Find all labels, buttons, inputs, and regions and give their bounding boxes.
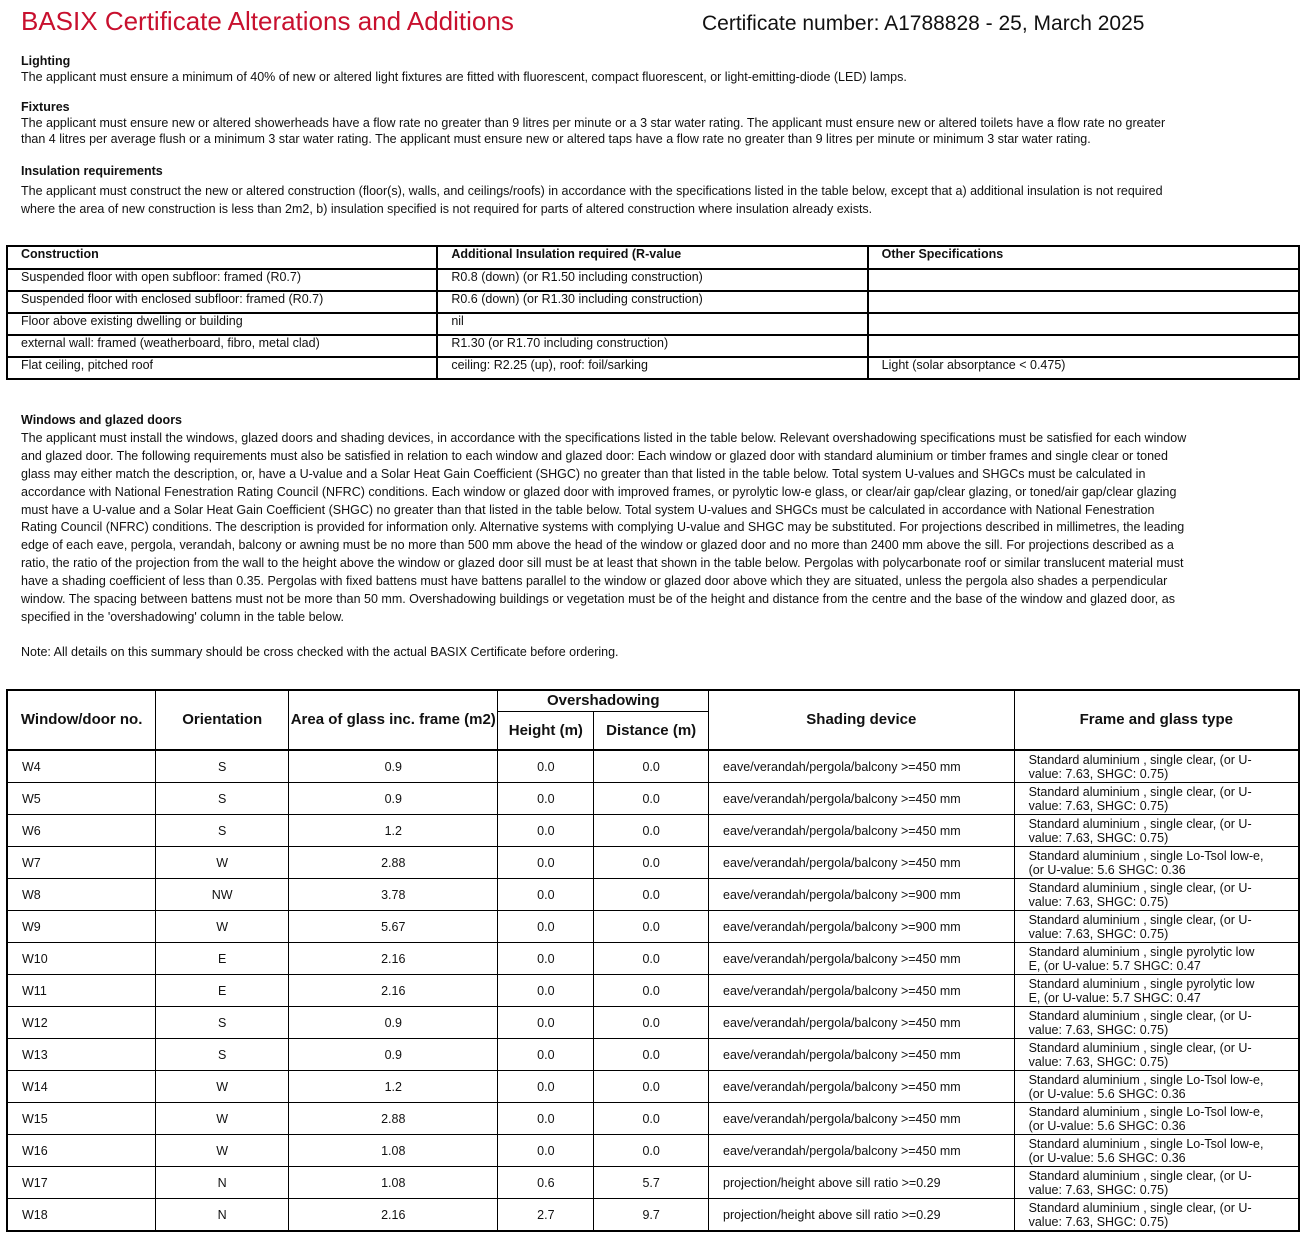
cell-distance: 0.0	[594, 911, 709, 943]
column-header-distance: Distance (m)	[594, 712, 709, 751]
text-line: window. The spacing between battens must not be more than 50 mm. Overshadowing buildings or vegetation must be of the height and distance from the centre and the base of the window and glazed door, as	[21, 592, 1175, 607]
frame-glass-line: Standard aluminium , single pyrolytic low	[1028, 976, 1255, 991]
column-header-construction: Construction	[7, 246, 437, 269]
frame-glass-line: (or U-value: 5.6 SHGC: 0.36	[1028, 1118, 1186, 1133]
cell-shading: projection/height above sill ratio >=0.29	[709, 1167, 1015, 1199]
cell-orientation: W	[156, 1135, 289, 1167]
cell-distance: 0.0	[594, 815, 709, 847]
cell-window-no: W10	[7, 943, 156, 975]
cell-area: 1.08	[289, 1135, 498, 1167]
table-row	[7, 1071, 1299, 1103]
insulation-table	[6, 245, 1300, 380]
cell-frame-glass	[1014, 1103, 1299, 1135]
cell-frame-glass	[1014, 879, 1299, 911]
cell-height: 0.0	[498, 1039, 594, 1071]
table-row	[7, 1135, 1299, 1167]
frame-glass-line: Standard aluminium , single pyrolytic low	[1028, 944, 1255, 959]
text-line: must have a U-value and a Solar Heat Gain Coefficient (SHGC) no greater than that listed in the table below. Total system U-values and SHGCs must be calculated in accordance with National Fenestration	[21, 502, 1155, 517]
frame-glass-line: Standard aluminium , single clear, (or U-	[1028, 1168, 1252, 1183]
frame-glass-line: value: 7.63, SHGC: 0.75)	[1028, 1182, 1169, 1197]
frame-glass-line: Standard aluminium , single Lo-Tsol low-e,	[1028, 1072, 1264, 1087]
cell-shading: eave/verandah/pergola/balcony >=450 mm	[709, 847, 1015, 879]
cell-area: 0.9	[289, 750, 498, 783]
cell-area: 1.2	[289, 1071, 498, 1103]
frame-glass-line: E, (or U-value: 5.7 SHGC: 0.47	[1028, 990, 1201, 1005]
frame-glass-line: Standard aluminium , single clear, (or U-	[1028, 784, 1252, 799]
frame-glass-line: Standard aluminium , single Lo-Tsol low-e,	[1028, 1136, 1264, 1151]
cell-other	[868, 269, 1299, 291]
table-row	[7, 847, 1299, 879]
cell-orientation: S	[156, 815, 289, 847]
cell-orientation: N	[156, 1199, 289, 1232]
cell-area: 2.88	[289, 847, 498, 879]
fixtures-text	[21, 115, 1165, 147]
table-row	[7, 1103, 1299, 1135]
table-row	[7, 911, 1299, 943]
cell-frame-glass	[1014, 911, 1299, 943]
cell-height: 0.0	[498, 815, 594, 847]
frame-glass-line: Standard aluminium , single clear, (or U-	[1028, 1008, 1252, 1023]
cell-construction: Flat ceiling, pitched roof	[7, 357, 437, 379]
cell-frame-glass	[1014, 847, 1299, 879]
table-row	[7, 975, 1299, 1007]
windows-text	[21, 430, 1186, 627]
frame-glass-line: (or U-value: 5.6 SHGC: 0.36	[1028, 1150, 1186, 1165]
table-row	[7, 335, 1299, 357]
cell-shading: eave/verandah/pergola/balcony >=450 mm	[709, 783, 1015, 815]
cell-shading: eave/verandah/pergola/balcony >=450 mm	[709, 975, 1015, 1007]
cell-window-no: W15	[7, 1103, 156, 1135]
column-header-other-specifications: Other Specifications	[868, 246, 1299, 269]
cell-frame-glass	[1014, 783, 1299, 815]
frame-glass-line: value: 7.63, SHGC: 0.75)	[1028, 766, 1169, 781]
frame-glass-line: value: 7.63, SHGC: 0.75)	[1028, 926, 1169, 941]
lighting-text	[21, 69, 907, 85]
frame-glass-line: Standard aluminium , single clear, (or U-	[1028, 752, 1252, 767]
cell-orientation: W	[156, 1103, 289, 1135]
cell-frame-glass	[1014, 1007, 1299, 1039]
table-row	[7, 1199, 1299, 1232]
cell-orientation: S	[156, 1039, 289, 1071]
cell-window-no: W17	[7, 1167, 156, 1199]
fixtures-heading: Fixtures	[21, 100, 70, 114]
text-line: The applicant must install the windows, glazed doors and shading devices, in accordance with the specifications listed in the table below. Relevant overshadowing specifications must be satisfied for each window	[21, 431, 1187, 445]
text-line: and glazed door. The following requirements must also be satisfied in relation to each window and glazed door: Each window or glazed door with standard aluminium or timber frames and single clear or toned	[21, 448, 1168, 463]
table-row	[7, 783, 1299, 815]
cell-shading: projection/height above sill ratio >=0.29	[709, 1199, 1015, 1232]
frame-glass-line: (or U-value: 5.6 SHGC: 0.36	[1028, 862, 1186, 877]
cell-shading: eave/verandah/pergola/balcony >=450 mm	[709, 1039, 1015, 1071]
table-header-row	[7, 690, 1299, 712]
cell-frame-glass	[1014, 815, 1299, 847]
cell-shading: eave/verandah/pergola/balcony >=900 mm	[709, 879, 1015, 911]
table-row	[7, 815, 1299, 847]
certificate-number: Certificate number: A1788828 - 25, March 2025	[702, 12, 1145, 35]
cell-orientation: W	[156, 847, 289, 879]
cell-orientation: W	[156, 1071, 289, 1103]
cell-frame-glass	[1014, 750, 1299, 783]
cell-other: Light (solar absorptance < 0.475)	[868, 357, 1299, 379]
cell-window-no: W11	[7, 975, 156, 1007]
cell-height: 0.0	[498, 1071, 594, 1103]
table-row	[7, 313, 1299, 335]
cell-height: 0.0	[498, 1103, 594, 1135]
cell-distance: 0.0	[594, 879, 709, 911]
cell-area: 5.67	[289, 911, 498, 943]
text-line: The applicant must construct the new or altered construction (floor(s), walls, and ceilings/roofs) in accordance with the specifications listed in the table below, except that a) additional insulation is not required	[21, 184, 1163, 198]
cell-height: 0.0	[498, 1007, 594, 1039]
text-line: glass may either match the description, or, have a U-value and a Solar Heat Gain Coefficient (SHGC) no greater than that listed in the table below. Total system U-values and SHGCs must be calculated in	[21, 466, 1146, 481]
text-line: have a shading coefficient of less than 0.35. Pergolas with fixed battens must have battens parallel to the window or glazed door above which they are situated, unless the pergola also shades a perpendicular	[21, 574, 1168, 589]
cell-window-no: W13	[7, 1039, 156, 1071]
cell-frame-glass	[1014, 1071, 1299, 1103]
cell-distance: 0.0	[594, 847, 709, 879]
cell-area: 2.16	[289, 975, 498, 1007]
cell-height: 2.7	[498, 1199, 594, 1232]
cell-other	[868, 313, 1299, 335]
frame-glass-line: value: 7.63, SHGC: 0.75)	[1028, 894, 1169, 909]
cell-window-no: W5	[7, 783, 156, 815]
cell-other	[868, 335, 1299, 357]
cell-insulation: R0.8 (down) (or R1.50 including construction)	[437, 269, 867, 291]
cell-shading: eave/verandah/pergola/balcony >=450 mm	[709, 1007, 1015, 1039]
cell-construction: Suspended floor with open subfloor: framed (R0.7)	[7, 269, 437, 291]
cell-shading: eave/verandah/pergola/balcony >=450 mm	[709, 1135, 1015, 1167]
cell-shading: eave/verandah/pergola/balcony >=450 mm	[709, 1071, 1015, 1103]
cell-shading: eave/verandah/pergola/balcony >=450 mm	[709, 750, 1015, 783]
cell-distance: 0.0	[594, 1071, 709, 1103]
cell-distance: 0.0	[594, 1135, 709, 1167]
cell-shading: eave/verandah/pergola/balcony >=900 mm	[709, 911, 1015, 943]
cell-height: 0.0	[498, 911, 594, 943]
windows-heading: Windows and glazed doors	[21, 413, 183, 427]
table-row	[7, 943, 1299, 975]
cell-area: 2.16	[289, 943, 498, 975]
text-line: where the area of new construction is less than 2m2, b) insulation specified is not required for parts of altered construction where insulation already exists.	[21, 202, 873, 216]
text-line: The applicant must ensure new or altered showerheads have a flow rate no greater than 9 litres per minute or a 3 star water rating. The applicant must ensure new or altered toilets have a flow rate no greater	[21, 116, 1166, 130]
cell-window-no: W8	[7, 879, 156, 911]
cell-window-no: W18	[7, 1199, 156, 1232]
column-header-orientation: Orientation	[156, 690, 289, 750]
cell-height: 0.0	[498, 783, 594, 815]
cell-area: 1.2	[289, 815, 498, 847]
table-header-row	[7, 246, 1299, 269]
cell-area: 0.9	[289, 783, 498, 815]
text-line: The applicant must ensure a minimum of 40% of new or altered light fixtures are fitted with fluorescent, compact fluorescent, or light-emitting-diode (LED) lamps.	[21, 70, 907, 84]
column-header-overshadowing: Overshadowing	[498, 690, 709, 712]
cell-distance: 0.0	[594, 1007, 709, 1039]
frame-glass-line: Standard aluminium , single clear, (or U-	[1028, 1040, 1252, 1055]
text-line: edge of each eave, pergola, verandah, balcony or awning must be no more than 500 mm above the head of the window or glazed door and no more than 2400 mm above the sill. For projections described as a	[21, 538, 1174, 553]
cell-height: 0.6	[498, 1167, 594, 1199]
frame-glass-line: Standard aluminium , single clear, (or U-	[1028, 880, 1252, 895]
table-row	[7, 879, 1299, 911]
cell-orientation: E	[156, 943, 289, 975]
table-row	[7, 357, 1299, 379]
frame-glass-line: E, (or U-value: 5.7 SHGC: 0.47	[1028, 958, 1201, 973]
frame-glass-line: value: 7.63, SHGC: 0.75)	[1028, 798, 1169, 813]
cell-frame-glass	[1014, 1135, 1299, 1167]
cell-orientation: S	[156, 1007, 289, 1039]
cell-height: 0.0	[498, 879, 594, 911]
cell-distance: 0.0	[594, 975, 709, 1007]
text-line: specified in the 'overshadowing' column in the table below.	[21, 609, 345, 624]
cell-frame-glass	[1014, 943, 1299, 975]
cell-distance: 0.0	[594, 1039, 709, 1071]
cell-distance: 0.0	[594, 783, 709, 815]
column-header-shading: Shading device	[709, 690, 1015, 750]
text-line: ratio, the ratio of the projection from the wall to the height above the window or glazed door sill must be at least that shown in the table below. Pergolas with polycarbonate roof or similar translucent material must	[21, 556, 1184, 571]
column-header-additional-insulation: Additional Insulation required (R-value	[437, 246, 867, 269]
frame-glass-line: (or U-value: 5.6 SHGC: 0.36	[1028, 1086, 1186, 1101]
cell-height: 0.0	[498, 750, 594, 783]
frame-glass-line: value: 7.63, SHGC: 0.75)	[1028, 830, 1169, 845]
cell-construction: Floor above existing dwelling or building	[7, 313, 437, 335]
cell-window-no: W16	[7, 1135, 156, 1167]
cell-construction: Suspended floor with enclosed subfloor: framed (R0.7)	[7, 291, 437, 313]
cell-orientation: S	[156, 750, 289, 783]
text-line: than 4 litres per average flush or a minimum 3 star water rating. The applicant must ensure new or altered taps have a flow rate no greater than 9 litres per minute or minimum 3 star water rating.	[21, 132, 1091, 146]
cell-distance: 9.7	[594, 1199, 709, 1232]
cell-window-no: W12	[7, 1007, 156, 1039]
cell-orientation: E	[156, 975, 289, 1007]
cell-orientation: N	[156, 1167, 289, 1199]
cell-other	[868, 291, 1299, 313]
frame-glass-line: Standard aluminium , single Lo-Tsol low-e,	[1028, 1104, 1264, 1119]
cell-frame-glass	[1014, 975, 1299, 1007]
insulation-text	[21, 182, 1163, 218]
cell-area: 1.08	[289, 1167, 498, 1199]
cell-distance: 0.0	[594, 943, 709, 975]
cell-orientation: W	[156, 911, 289, 943]
table-row	[7, 1167, 1299, 1199]
cell-window-no: W7	[7, 847, 156, 879]
column-header-window: Window/door no.	[7, 690, 156, 750]
cell-shading: eave/verandah/pergola/balcony >=450 mm	[709, 815, 1015, 847]
cell-area: 2.88	[289, 1103, 498, 1135]
table-row	[7, 291, 1299, 313]
cell-height: 0.0	[498, 847, 594, 879]
column-header-height: Height (m)	[498, 712, 594, 751]
cell-insulation: nil	[437, 313, 867, 335]
frame-glass-line: Standard aluminium , single Lo-Tsol low-e,	[1028, 848, 1264, 863]
cell-area: 0.9	[289, 1039, 498, 1071]
cell-insulation: ceiling: R2.25 (up), roof: foil/sarking	[437, 357, 867, 379]
cell-window-no: W4	[7, 750, 156, 783]
cell-area: 0.9	[289, 1007, 498, 1039]
frame-glass-line: Standard aluminium , single clear, (or U-	[1028, 1200, 1252, 1215]
column-header-frame: Frame and glass type	[1014, 690, 1299, 750]
cell-distance: 0.0	[594, 750, 709, 783]
text-line: Rating Council (NFRC) conditions. The description is provided for information only. Alternative systems with complying U-value and SHGC may be substituted. For projections described in millimetres, the leading	[21, 520, 1185, 535]
column-header-area: Area of glass inc. frame (m2)	[289, 690, 498, 750]
cell-frame-glass	[1014, 1199, 1299, 1232]
table-row	[7, 269, 1299, 291]
cell-window-no: W6	[7, 815, 156, 847]
cell-insulation: R0.6 (down) (or R1.30 including construction)	[437, 291, 867, 313]
cell-construction: external wall: framed (weatherboard, fibro, metal clad)	[7, 335, 437, 357]
cell-frame-glass	[1014, 1167, 1299, 1199]
cell-height: 0.0	[498, 975, 594, 1007]
windows-table	[6, 689, 1300, 1232]
cell-window-no: W9	[7, 911, 156, 943]
cell-orientation: NW	[156, 879, 289, 911]
cell-window-no: W14	[7, 1071, 156, 1103]
cell-area: 3.78	[289, 879, 498, 911]
cell-frame-glass	[1014, 1039, 1299, 1071]
cell-distance: 5.7	[594, 1167, 709, 1199]
lighting-heading: Lighting	[21, 54, 71, 68]
insulation-heading: Insulation requirements	[21, 164, 163, 178]
cell-area: 2.16	[289, 1199, 498, 1232]
frame-glass-line: Standard aluminium , single clear, (or U-	[1028, 816, 1252, 831]
table-row	[7, 1007, 1299, 1039]
text-line: accordance with National Fenestration Rating Council (NFRC) conditions. Each window or glazed door with improved frames, or pyrolytic low-e glass, or clear/air gap/clear glazing, or toned/air gap/clear glazing	[21, 484, 1177, 499]
cell-shading: eave/verandah/pergola/balcony >=450 mm	[709, 1103, 1015, 1135]
cell-shading: eave/verandah/pergola/balcony >=450 mm	[709, 943, 1015, 975]
note-text: Note: All details on this summary should be cross checked with the actual BASIX Certificate before ordering.	[21, 645, 619, 659]
frame-glass-line: value: 7.63, SHGC: 0.75)	[1028, 1054, 1169, 1069]
frame-glass-line: value: 7.63, SHGC: 0.75)	[1028, 1214, 1169, 1229]
cell-orientation: S	[156, 783, 289, 815]
cell-insulation: R1.30 (or R1.70 including construction)	[437, 335, 867, 357]
frame-glass-line: Standard aluminium , single clear, (or U-	[1028, 912, 1252, 927]
cell-distance: 0.0	[594, 1103, 709, 1135]
cell-height: 0.0	[498, 943, 594, 975]
cell-height: 0.0	[498, 1135, 594, 1167]
page-title: BASIX Certificate Alterations and Additions	[21, 6, 514, 36]
frame-glass-line: value: 7.63, SHGC: 0.75)	[1028, 1022, 1169, 1037]
table-row	[7, 750, 1299, 783]
table-row	[7, 1039, 1299, 1071]
